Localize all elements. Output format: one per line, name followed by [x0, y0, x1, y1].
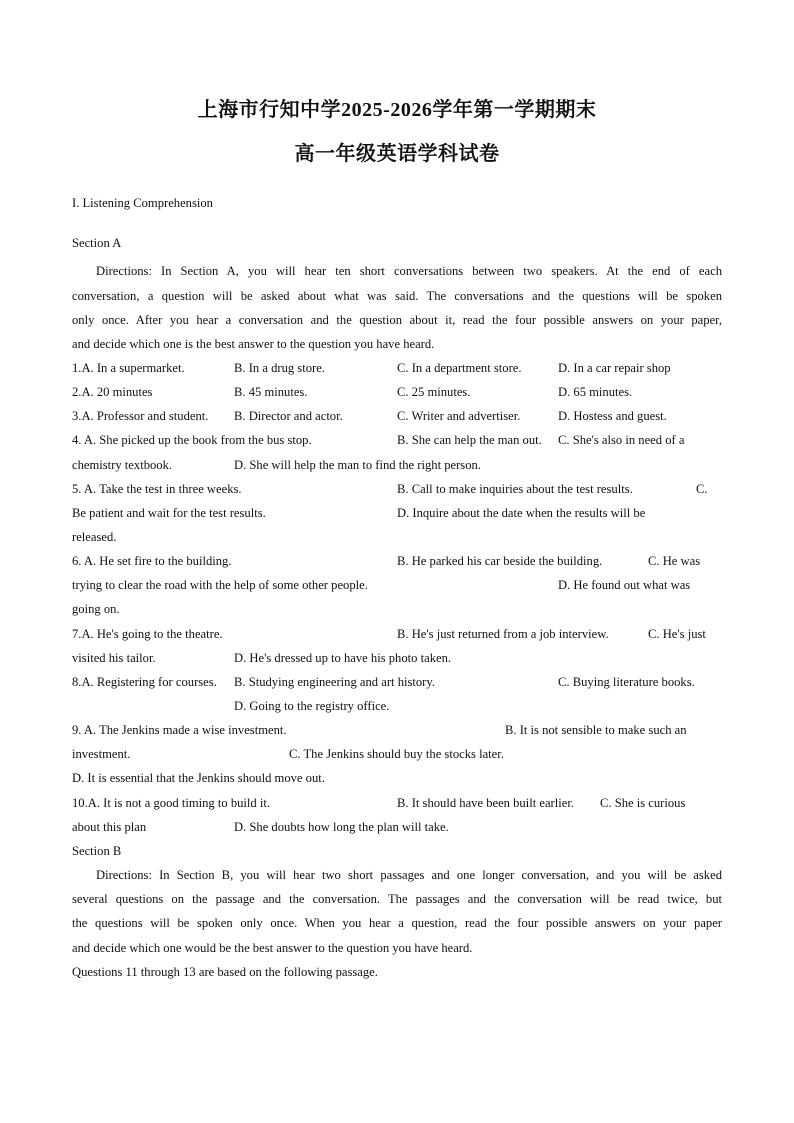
exam-title-school: 上海市行知中学2025-2026学年第一学期期末 — [197, 99, 597, 121]
q7-option-c-cont: visited his tailor. — [72, 651, 156, 665]
q9-option-a: 9. A. The Jenkins made a wise investment. — [72, 723, 287, 737]
questions-11-13-intro: Questions 11 through 13 are based on the following passage. — [72, 965, 378, 979]
q10-option-a: 10.A. It is not a good timing to build it. — [72, 796, 271, 810]
q6-option-c-cont: trying to clear the road with the help of some other people. — [72, 578, 368, 592]
q8-option-b: B. Studying engineering and art history. — [234, 675, 436, 689]
q5-option-a: 5. A. Take the test in three weeks. — [72, 482, 242, 496]
section-a-directions-line: Directions: In Section A, you will hear ten short conversations between two speakers. At the end of each — [96, 264, 722, 278]
q1-option-c: C. In a department store. — [397, 361, 522, 375]
part-heading-listening: I. Listening Comprehension — [72, 196, 213, 210]
q4-option-a: 4. A. She picked up the book from the bus stop. — [72, 433, 312, 447]
q9-option-c: C. The Jenkins should buy the stocks later. — [289, 747, 504, 761]
q6-option-d-cont: going on. — [72, 602, 120, 616]
q6-option-a: 6. A. He set fire to the building. — [72, 554, 232, 568]
section-a-directions-line: and decide which one is the best answer to the question you have heard. — [72, 337, 435, 351]
q2-option-c: C. 25 minutes. — [397, 385, 471, 399]
q7-option-b: B. He's just returned from a job interview. — [397, 627, 609, 641]
section-a-directions-line: only once. After you hear a conversation and the question about it, read the four possible answers on your paper, — [72, 313, 722, 327]
q7-option-a: 7.A. He's going to the theatre. — [72, 627, 223, 641]
q2-option-d: D. 65 minutes. — [558, 385, 633, 399]
q5-option-b: B. Call to make inquiries about the test results. — [397, 482, 633, 496]
section-b-directions-line: and decide which one would be the best answer to the question you have heard. — [72, 941, 473, 955]
q8-option-c: C. Buying literature books. — [558, 675, 695, 689]
q7-option-d: D. He's dressed up to have his photo taken. — [234, 651, 452, 665]
section-b-heading: Section B — [72, 844, 122, 858]
q9-option-b: B. It is not sensible to make such an — [505, 723, 687, 737]
q5-option-d-cont: released. — [72, 530, 117, 544]
q5-option-d: D. Inquire about the date when the results will be — [397, 506, 646, 520]
q5-option-c-label: C. — [696, 482, 708, 496]
exam-title-subject: 高一年级英语学科试卷 — [294, 143, 500, 165]
q1-option-b: B. In a drug store. — [234, 361, 325, 375]
q4-option-b: B. She can help the man out. — [397, 433, 542, 447]
q5-option-c: Be patient and wait for the test results. — [72, 506, 266, 520]
q4-option-c: C. She's also in need of a — [558, 433, 685, 447]
q10-option-b: B. It should have been built earlier. — [397, 796, 574, 810]
q6-option-d: D. He found out what was — [558, 578, 691, 592]
q9-option-d: D. It is essential that the Jenkins should move out. — [72, 771, 325, 785]
q7-option-c: C. He's just — [648, 627, 706, 641]
section-b-directions-line: several questions on the passage and the conversation. The passages and the conversation will be read twice, but — [72, 892, 722, 906]
q6-option-c: C. He was — [648, 554, 701, 568]
section-b-directions-line: the questions will be spoken only once. When you hear a question, read the four possible answers on your paper — [72, 916, 722, 930]
q8-option-d: D. Going to the registry office. — [234, 699, 390, 713]
section-a-heading: Section A — [72, 236, 122, 250]
q6-option-b: B. He parked his car beside the building. — [397, 554, 603, 568]
q3-option-a: 3.A. Professor and student. — [72, 409, 209, 423]
q3-option-b: B. Director and actor. — [234, 409, 343, 423]
q2-option-a: 2.A. 20 minutes — [72, 385, 153, 399]
q10-option-d: D. She doubts how long the plan will take. — [234, 820, 449, 834]
q8-option-a: 8.A. Registering for courses. — [72, 675, 217, 689]
q3-option-d: D. Hostess and guest. — [558, 409, 667, 423]
q10-option-c-cont: about this plan — [72, 820, 147, 834]
q10-option-c: C. She is curious — [600, 796, 686, 810]
q9-option-b-cont: investment. — [72, 747, 131, 761]
section-a-directions-line: conversation, a question will be asked about what was said. The conversations and the questions will be spoken — [72, 289, 722, 303]
q4-option-d: D. She will help the man to find the right person. — [234, 458, 481, 472]
q4-option-c-cont: chemistry textbook. — [72, 458, 173, 472]
q2-option-b: B. 45 minutes. — [234, 385, 308, 399]
q1-option-a: 1.A. In a supermarket. — [72, 361, 185, 375]
q3-option-c: C. Writer and advertiser. — [397, 409, 521, 423]
q1-option-d: D. In a car repair shop — [558, 361, 671, 375]
section-b-directions-line: Directions: In Section B, you will hear two short passages and one longer conversation, and you will be asked — [96, 868, 722, 882]
